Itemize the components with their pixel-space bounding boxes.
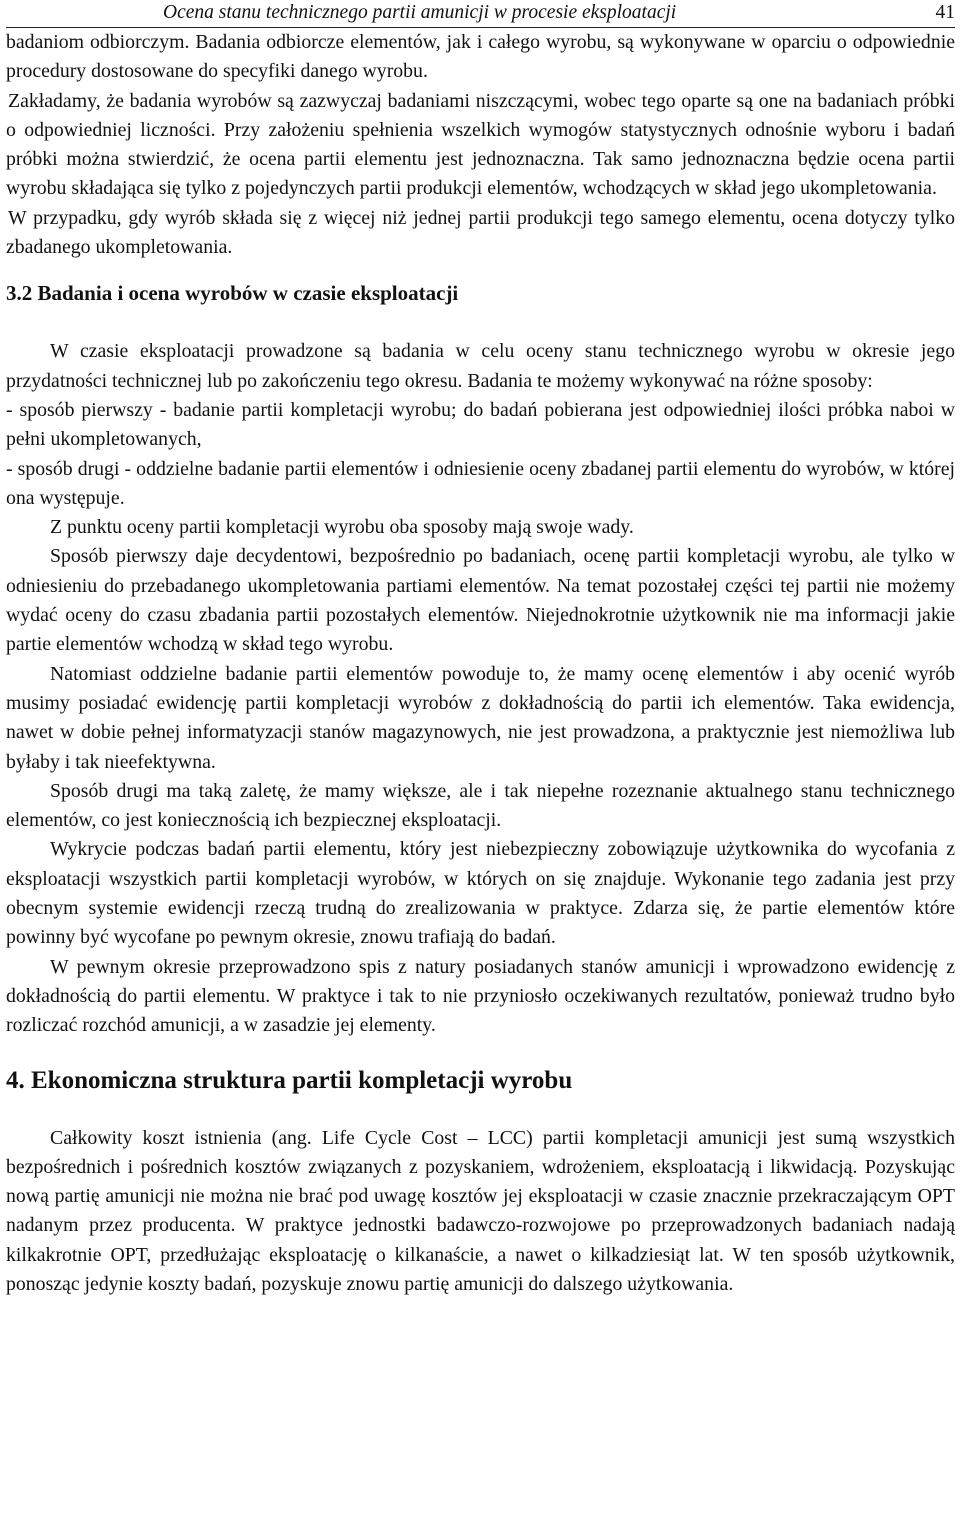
paragraph: Wykrycie podczas badań partii elementu, który jest niebezpieczny zobowiązuje użytkownika do wycofania z eksploatacji wszystkich partii kompletacji wyrobów, w których on się znajduje. Wykonanie tego zadania jest przy obecnym systemie ewidencji rzeczą trudną do zrealizowania w praktyce. Zdarza się, że partie elementów które powinny być wycofane po pewnym okresie, znowu trafiają do badań. bbox=[6, 838, 955, 949]
list-item: - sposób drugi - oddzielne badanie partii elementów i odniesienie oceny zbadanej partii elementu do wyrobów, w której ona występuje. bbox=[6, 457, 955, 509]
page-number: 41 bbox=[935, 2, 955, 23]
paragraph: W przypadku, gdy wyrób składa się z więcej niż jednej partii produkcji tego samego elementu, ocena dotyczy tylko zbadanego ukompletowania. bbox=[6, 206, 955, 259]
paragraph: Zakładamy, że badania wyrobów są zazwyczaj badaniami niszczącymi, wobec tego oparte są one na badaniach próbki o odpowiedniej liczności. Przy założeniu spełnienia wszelkich wymogów statystycznych odnośnie wyboru i badań próbki można stwierdzić, że ocena partii elementu jest jednoznaczna. Tak samo jednoznaczna będzie ocena partii wyrobu składająca się tylko z pojedynczych partii produkcji elementów, wchodzących w skład jego ukompletowania. bbox=[6, 89, 955, 200]
page-content bbox=[6, 28, 955, 1299]
paragraph: Całkowity koszt istnienia (ang. Life Cycle Cost – LCC) partii kompletacji amunicji jest sumą wszystkich bezpośrednich i pośrednich kosztów związanych z pozyskaniem, wdrożeniem, eksploatacją i likwidacją. Pozyskując nową partię amunicji nie można nie brać pod uwagę kosztów jej eksploatacji w czasie znacznie przekraczającym OPT nadanym przez producenta. W praktyce jednostki badawczo-rozwojowe po przeprowadzonych badaniach nadają kilkakrotnie OPT, przedłużając eksploatację o kilkanaście, a nawet o kilkadziesiąt lat. W ten sposób użytkownik, ponosząc jedynie koszty badań, pozyskuje znowu partię amunicji do dalszego użytkowania. bbox=[6, 1126, 955, 1295]
paragraph: Sposób drugi ma taką zaletę, że mamy większe, ale i tak niepełne rozeznanie aktualnego stanu technicznego elementów, co jest koniecznością ich bezpiecznej eksploatacji. bbox=[6, 779, 955, 832]
paragraph-continued: badaniom odbiorczym. Badania odbiorcze elementów, jak i całego wyrobu, są wykonywane w oparciu o odpowiednie procedury dostosowane do specyfiki danego wyrobu. bbox=[6, 31, 955, 83]
section-heading-4: 4. Ekonomiczna struktura partii kompletacji wyrobu bbox=[6, 1066, 573, 1094]
document-page bbox=[6, 0, 955, 1299]
paragraph: Natomiast oddzielne badanie partii elementów powoduje to, że mamy ocenę elementów i aby ocenić wyrób musimy posiadać ewidencję partii kompletacji wyrobów z dokładnością do partii ich elementów. Taka ewidencja, nawet w dobie pełnej informatyzacji stanów magazynowych, nie jest prowadzona, a praktycznie jest niemożliwa lub byłaby i tak nieefektywna. bbox=[6, 662, 955, 773]
paragraph: W czasie eksploatacji prowadzone są badania w celu oceny stanu technicznego wyrobu w okresie jego przydatności technicznej lub po zakończeniu tego okresu. Badania te możemy wykonywać na różne sposoby: bbox=[6, 340, 955, 392]
paragraph: Sposób pierwszy daje decydentowi, bezpośrednio po badaniach, ocenę partii kompletacji wyrobu, ale tylko w odniesieniu do przebadanego ukompletowania partiami elementów. Na temat pozostałej części tej partii nie możemy wydać oceny do czasu zbadania partii pozostałych elementów. Niejednokrotnie użytkownik nie ma informacji jakie partie elementów wchodzą w skład tego wyrobu. bbox=[6, 545, 955, 656]
section-heading-3-2: 3.2 Badania i ocena wyrobów w czasie eksploatacji bbox=[6, 281, 459, 306]
paragraph: W pewnym okresie przeprowadzono spis z natury posiadanych stanów amunicji i wprowadzono ewidencję z dokładnością do partii elementu. W praktyce i tak to nie przyniosło oczekiwanych rezultatów, ponieważ trudno było rozliczać rozchód amunicji, a w zasadzie jej elementy. bbox=[6, 955, 955, 1037]
running-header bbox=[6, 0, 955, 28]
paragraph: Z punktu oceny partii kompletacji wyrobu oba sposoby mają swoje wady. bbox=[50, 516, 634, 539]
running-title: Ocena stanu technicznego partii amunicji w procesie eksploatacji bbox=[163, 2, 677, 23]
list-item: - sposób pierwszy - badanie partii kompletacji wyrobu; do badań pobierana jest odpowiedniej ilości próbka naboi w pełni ukompletowanych, bbox=[6, 398, 955, 451]
